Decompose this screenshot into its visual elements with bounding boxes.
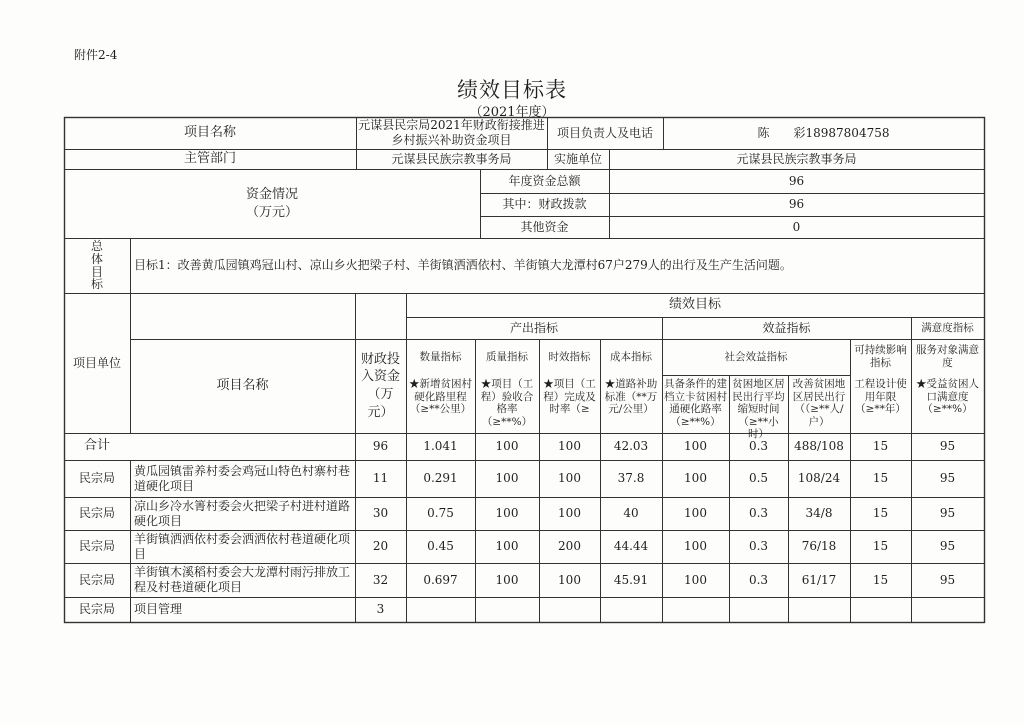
header-c7: 改善贫困地区居民出行（（≥**人/户） [792,378,846,428]
impl-label: 实施单位 [553,151,602,166]
row-value [729,597,788,622]
header-c6: 贫困地区居民出行平均缩短时间（≥**小时） [732,378,785,441]
year-label: （2021年度） [469,105,555,120]
row-value [662,597,729,622]
row-value: 0.697 [423,572,458,587]
row-invest: 32 [372,572,389,587]
row-value: 42.03 [613,439,649,453]
row-value [600,597,662,622]
row-value: 100 [495,539,519,553]
row-value: 0.3 [748,439,769,453]
row-item: 凉山乡冷水箐村委会火把梁子村进村道路硬化项目 [134,498,351,528]
project-name-label: 项目名称 [183,124,236,140]
header-output: 产出指标 [509,320,558,335]
row-value: 100 [684,506,707,520]
row-value [475,597,539,622]
impl-value: 元谋县民族宗教事务局 [736,151,857,166]
row-value: 100 [495,572,519,587]
header-c3: ★项目（工程）完成及时率（≥ [543,378,596,416]
header-unit: 项目单位 [72,355,121,370]
row-value: 40 [623,506,639,520]
row-value [788,597,850,622]
row-unit: 民宗局 [78,572,115,587]
row-value: 15 [872,471,889,485]
funds-other-value: 0 [792,219,801,234]
overall-goal-label: 总 体 目 标 [90,239,103,292]
row-value: 34/8 [805,506,833,520]
row-unit: 民宗局 [78,602,115,616]
header-cost: 成本指标 [610,350,652,363]
row-value: 95 [939,572,956,587]
row-value: 100 [495,439,519,453]
page-title: 绩效目标表 [457,78,567,102]
row-value: 100 [558,572,581,587]
row-value: 15 [872,539,889,553]
row-value: 0.3 [748,506,769,520]
overall-goal-text: 目标1：改善黄瓜园镇鸡冠山村、凉山乡火把梁子村、羊街镇洒洒依村、羊街镇大龙潭村67户279人的出行及生产生活问题。 [134,258,792,272]
row-value [539,597,600,622]
header-c5: 具备条件的建档立卡贫困村通硬化路率（≥**%） [664,378,727,428]
header-c2: ★项目（工程）验收合格率（≥**%） [480,378,534,428]
row-value: 100 [684,439,707,453]
header-item: 项目名称 [216,377,269,393]
row-value: 100 [558,471,581,485]
header-c4: ★道路补助标准（**万元/公里） [604,378,658,416]
row-unit: 民宗局 [78,539,115,553]
funds-other-label: 其他资金 [520,219,569,234]
row-value: 0.3 [748,572,769,587]
project-owner-value: 陈 彩18987804758 [757,125,890,140]
row-value: 100 [558,439,581,453]
row-invest: 96 [372,439,389,453]
row-item: 黄瓜园镇雷养村委会鸡冠山特色村寨村巷道硬化项目 [134,463,351,493]
row-value: 37.8 [617,471,645,485]
row-unit: 民宗局 [78,471,115,485]
row-value: 0.5 [748,471,769,485]
header-c1: ★新增贫困村硬化路里程（≥**公里） [409,378,472,416]
row-value: 45.91 [613,572,649,587]
row-value: 15 [872,506,889,520]
header-service: 服务对象满意度 [916,344,979,369]
header-timeliness: 时效指标 [548,350,591,363]
row-item [130,433,355,460]
header-quality: 质量指标 [486,350,528,363]
header-invest: 财政投 入资金 （万 元） [360,351,400,420]
annex-label: 附件2-4 [74,48,118,62]
row-value: 15 [872,572,889,587]
header-c9: ★受益贫困人口满意度（≥**%） [916,378,979,416]
header-social: 社会效益指标 [724,350,788,363]
row-value [911,597,984,622]
row-value: 0.3 [748,539,769,553]
row-invest: 11 [372,471,389,485]
row-value: 44.44 [613,539,649,553]
funds-fiscal-label: 其中：财政拨款 [502,197,587,211]
row-value: 61/17 [801,572,837,587]
funds-label: 资金情况 （万元） [245,186,298,220]
row-value: 76/18 [801,539,837,553]
row-value: 0.75 [427,506,454,520]
row-value: 100 [684,539,707,553]
row-invest: 30 [372,506,389,520]
row-value: 0.291 [423,471,458,485]
header-satisfaction: 满意度指标 [921,321,974,334]
row-value: 95 [939,539,956,553]
row-value: 488/108 [794,439,844,453]
row-value: 100 [495,506,519,520]
row-invest: 20 [372,539,389,553]
header-benefit: 效益指标 [762,320,811,335]
dept-value: 元谋县民族宗教事务局 [391,151,512,166]
header-perf: 绩效目标 [668,296,721,312]
funds-fiscal-value: 96 [788,197,805,211]
row-unit: 民宗局 [78,506,115,520]
row-value: 100 [558,506,581,520]
row-value [850,597,911,622]
row-invest: 3 [376,602,385,616]
row-value: 95 [939,471,956,485]
row-item: 羊街镇洒洒依村委会洒洒依村巷道硬化项目 [134,531,351,561]
row-value: 100 [684,572,707,587]
row-value [406,597,475,622]
row-item: 项目管理 [134,602,183,616]
row-value: 100 [684,471,707,485]
row-value: 100 [495,471,519,485]
dept-label: 主管部门 [183,150,236,166]
project-name-value: 元谋县民宗局2021年财政衔接推进乡村振兴补助资金项目 [358,118,545,147]
row-unit: 合计 [83,438,110,454]
header-c8: 工程设计使用年限（≥**年） [854,378,907,416]
funds-total-label: 年度资金总额 [508,173,581,188]
project-owner-label: 项目负责人及电话 [556,125,653,140]
row-value: 95 [939,506,956,520]
row-value: 1.041 [423,439,458,453]
header-sustain: 可持续影响指标 [854,344,907,369]
row-value: 200 [558,539,581,553]
row-value: 0.45 [427,539,454,553]
funds-total-value: 96 [788,173,805,188]
row-value: 108/24 [797,471,841,485]
row-value: 15 [872,439,889,453]
row-item: 羊街镇木溪稻村委会大龙潭村雨污排放工程及村巷道硬化项目 [134,565,351,594]
header-quantity: 数量指标 [419,350,462,363]
row-value: 95 [939,439,956,453]
